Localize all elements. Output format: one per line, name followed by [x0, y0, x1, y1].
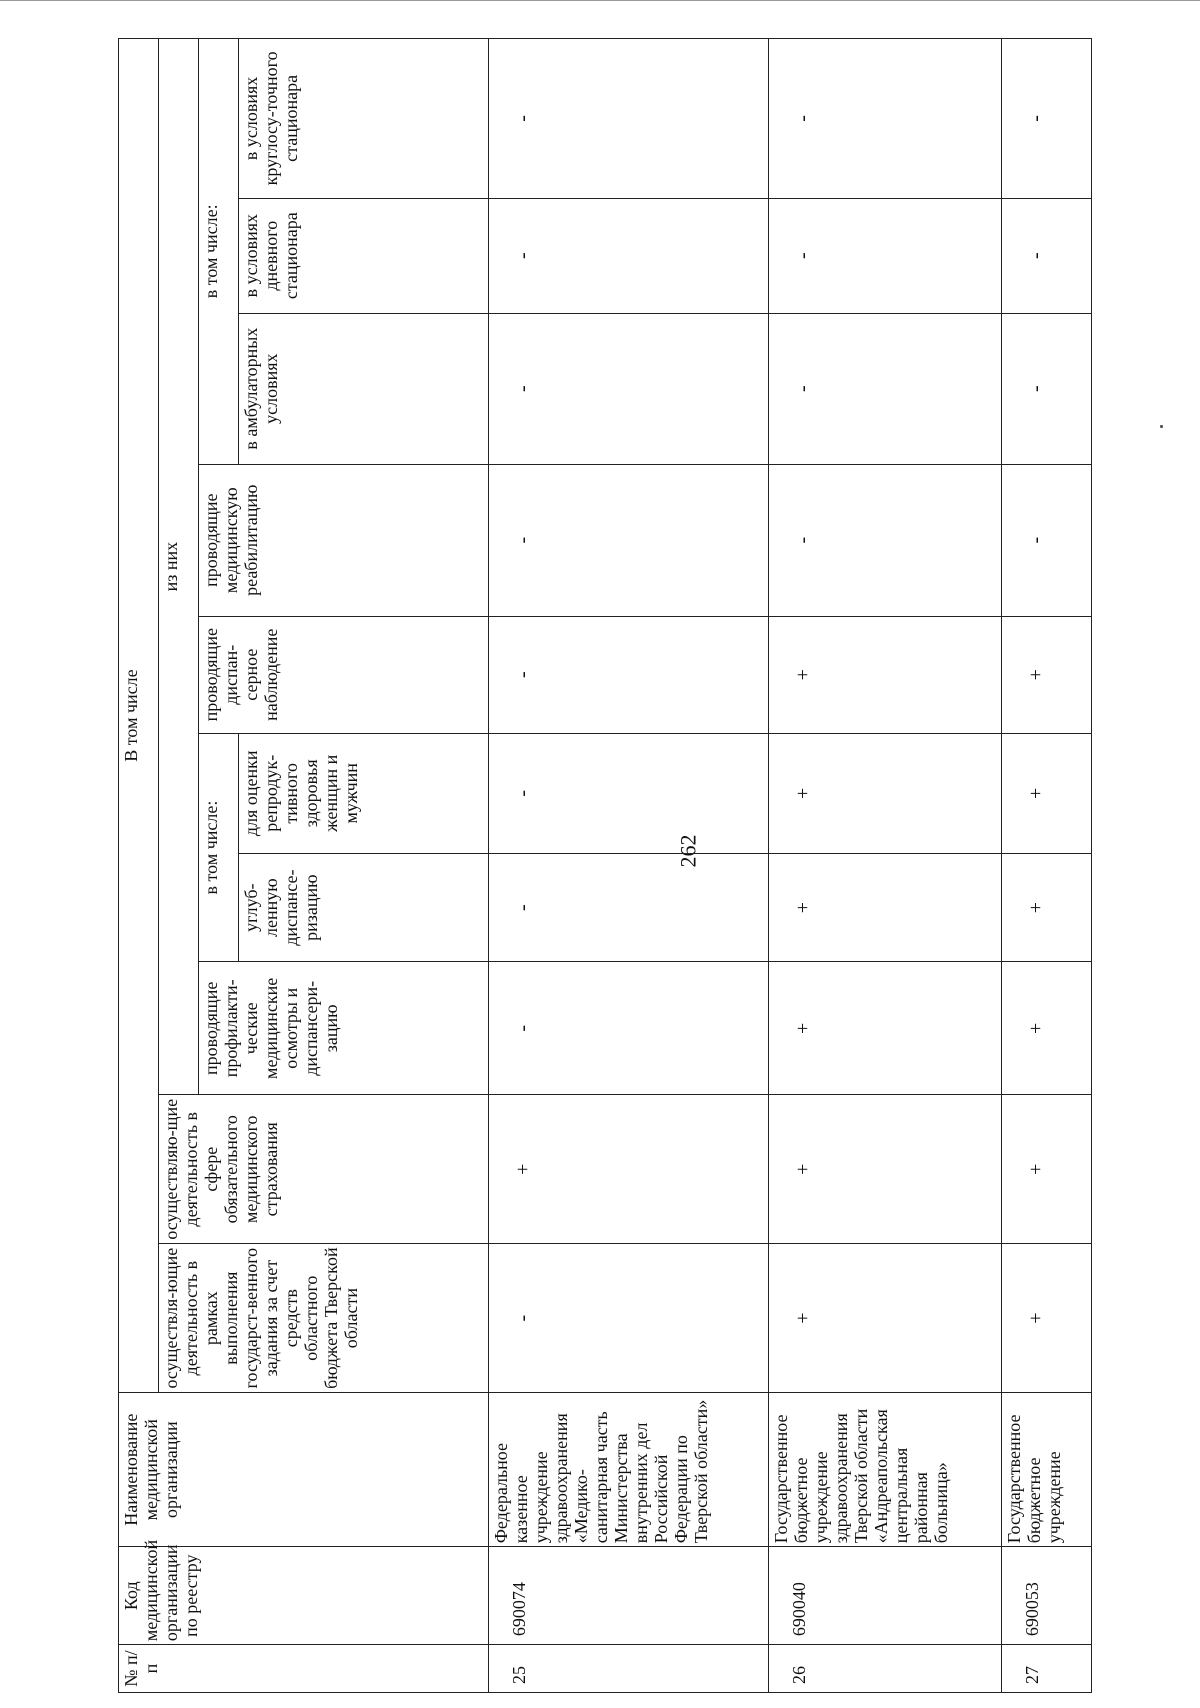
table-row — [769, 39, 1002, 1693]
cell-amb: - — [1002, 313, 1092, 464]
row-num: 26 — [769, 1645, 1002, 1693]
row-code: 690074 — [489, 1547, 769, 1645]
cell-reab: - — [1002, 464, 1092, 616]
header-gos-zadanie: осуществля-ющие деятельность в рамках выполнения государст-венного задания за счет средств областного бюджета Тверской области — [159, 1244, 489, 1393]
header-disp: проводящие диспан-серное наблюдение — [199, 616, 489, 733]
cell-reab: - — [489, 464, 769, 616]
cell-oms: + — [769, 1095, 1002, 1244]
cell-disp: + — [1002, 616, 1092, 733]
header-dnev: в условиях дневного стационара — [239, 198, 489, 313]
cell-prof: + — [1002, 962, 1092, 1095]
cell-gos-zadanie: + — [769, 1244, 1002, 1393]
cell-kruglo: - — [489, 39, 769, 199]
cell-prof: + — [769, 962, 1002, 1095]
row-name: Федеральное казенное учреждение здравоохранения «Медико-санитарная часть Министерства внутренних дел Российской Федерации по Тверской области» — [489, 1393, 769, 1547]
header-code: Код медицинской организации по реестру — [119, 1547, 489, 1645]
header-uglub: углуб-ленную диспансе-ризацию — [239, 853, 489, 961]
header-v-tom-chisle-sub2: в том числе: — [199, 39, 239, 465]
row-num: 27 — [1002, 1645, 1092, 1693]
scan-speck — [1160, 425, 1163, 428]
cell-reab: - — [769, 464, 1002, 616]
header-num: № п/п — [119, 1645, 489, 1693]
cell-kruglo: - — [769, 39, 1002, 199]
header-kruglo: в условиях круглосу-точного стационара — [239, 39, 489, 199]
cell-prof: - — [489, 962, 769, 1095]
header-prof: проводящие профилакти-ческие медицинские осмотры и диспансери-зацию — [199, 962, 489, 1095]
row-name: Государственное бюджетное учреждение здравоохранения Тверской области «Андреапольская центральная районная больница» — [769, 1393, 1002, 1547]
header-oms: осуществляю-щие деятельность в сфере обязательного медицинского страхования — [159, 1095, 489, 1244]
cell-amb: - — [489, 313, 769, 464]
header-v-tom-chisle-sub1: в том числе: — [199, 733, 239, 962]
row-code: 690053 — [1002, 1547, 1092, 1645]
header-amb: в амбулаторных условиях — [239, 313, 489, 464]
cell-dnev: - — [489, 198, 769, 313]
cell-dnev: - — [769, 198, 1002, 313]
header-v-tom-chisle: В том числе — [119, 39, 159, 1393]
row-code: 690040 — [769, 1547, 1002, 1645]
rotated-table-container — [118, 38, 1091, 1693]
cell-kruglo: - — [1002, 39, 1092, 199]
registry-table — [118, 38, 1092, 1693]
table-row — [489, 39, 769, 1693]
cell-uglub: + — [769, 853, 1002, 961]
header-reab: проводящие медицинскую реабилитацию — [199, 464, 489, 616]
top-edge-line — [0, 0, 1200, 1]
page-number: 262 — [675, 834, 701, 868]
cell-amb: - — [769, 313, 1002, 464]
cell-dnev: - — [1002, 198, 1092, 313]
cell-oms: + — [489, 1095, 769, 1244]
row-name: Государственное бюджетное учреждение — [1002, 1393, 1092, 1547]
cell-reprod: - — [489, 733, 769, 853]
cell-gos-zadanie: + — [1002, 1244, 1092, 1393]
cell-gos-zadanie: - — [489, 1244, 769, 1393]
cell-oms: + — [1002, 1095, 1092, 1244]
cell-uglub: + — [1002, 853, 1092, 961]
header-iz-nih: из них — [159, 39, 199, 1095]
header-name: Наименование медицинской организации — [119, 1393, 489, 1547]
cell-reprod: + — [769, 733, 1002, 853]
cell-uglub: - — [489, 853, 769, 961]
cell-disp: - — [489, 616, 769, 733]
cell-reprod: + — [1002, 733, 1092, 853]
row-num: 25 — [489, 1645, 769, 1693]
cell-disp: + — [769, 616, 1002, 733]
table-row — [1002, 39, 1092, 1693]
header-reprod: для оценки репродук-тивного здоровья женщин и мужчин — [239, 733, 489, 853]
